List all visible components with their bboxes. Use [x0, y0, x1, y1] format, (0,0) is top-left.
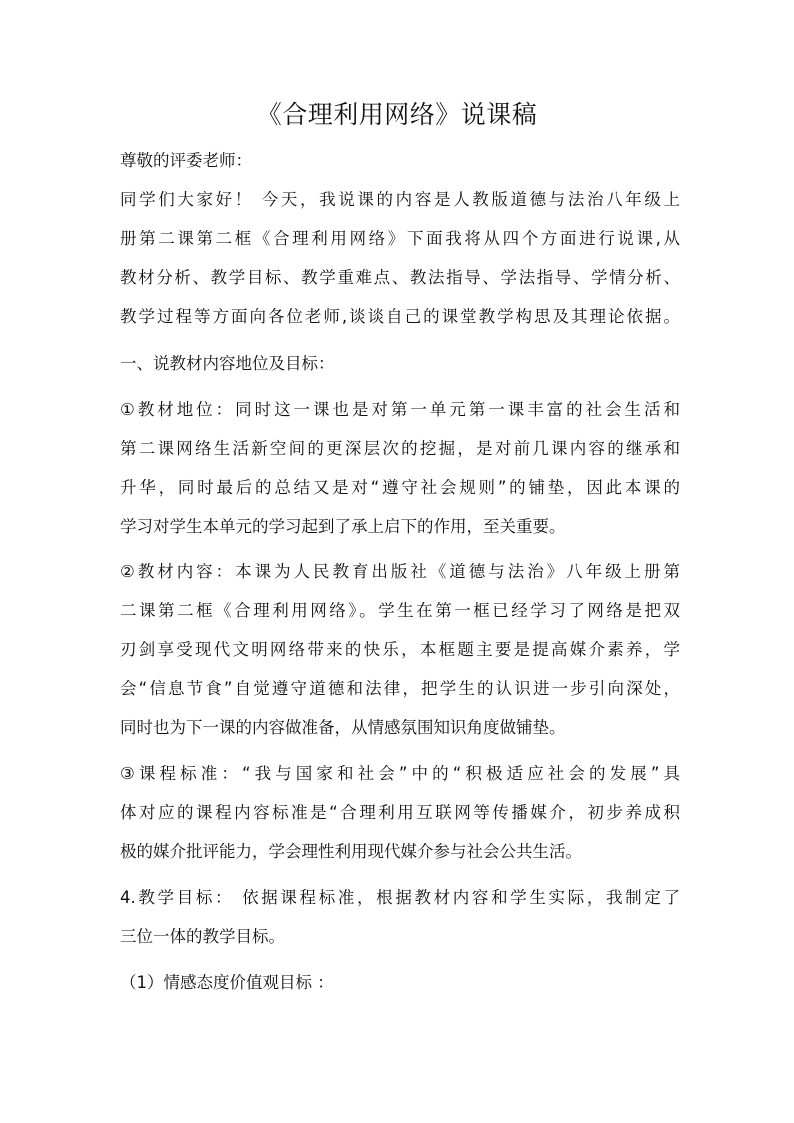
body-line: 同时也为下一课的内容做准备，从情感氛围知识角度做铺垫。 — [120, 718, 566, 737]
body-line: 册第二课第二框《合理利用网络》下面我将从四个方面进行说课,从 — [120, 229, 680, 248]
document-title: 《合理利用网络》说课稿 — [256, 100, 538, 129]
salutation-line: 尊敬的评委老师： — [120, 151, 252, 170]
body-line: 三位一体的教学目标。 — [120, 927, 285, 946]
subsection-heading: （1）情感态度价值观目标 ： — [120, 973, 334, 992]
body-line: 体对应的课程内容标准是“合理利用互联网等传播媒介，初步养成积 — [120, 803, 680, 822]
body-line: ③课程标准：“我与国家和社会”中的“积极适应社会的发展”具 — [120, 764, 680, 783]
body-line: 二课第二框《合理利用网络》。学生在第一框已经学习了网络是把双 — [120, 601, 680, 620]
body-line: 同学们大家好！ 今天，我说课的内容是人教版道德与法治八年级上 — [120, 190, 680, 209]
body-line: 学习对学生本单元的学习起到了承上启下的作用，至关重要。 — [120, 517, 566, 536]
body-line: 极的媒介批评能力，学会理性利用现代媒介参与社会公共生活。 — [120, 842, 582, 861]
body-line: 会“信息节食”自觉遵守道德和法律，把学生的认识进一步引向深处， — [120, 679, 680, 698]
body-line: 教学过程等方面向各位老师,谈谈自己的课堂教学构思及其理论依据。 — [120, 307, 680, 326]
body-line: 刃剑享受现代文明网络带来的快乐，本框题主要是提高媒介素养，学 — [120, 640, 680, 659]
body-line: 第二课网络生活新空间的更深层次的挖掘，是对前几课内容的继承和 — [120, 439, 680, 458]
body-line: 升华，同时最后的总结又是对“遵守社会规则”的铺垫，因此本课的 — [120, 478, 680, 497]
body-line: 教材分析、教学目标、教学重难点、教法指导、学法指导、学情分析、 — [120, 268, 680, 287]
body-line: ①教材地位：同时这一课也是对第一单元第一课丰富的社会生活和 — [120, 400, 680, 419]
body-line: 4.教学目标： 依据课程标准，根据教材内容和学生实际，我制定了 — [120, 888, 680, 907]
body-line: ②教材内容：本课为人民教育出版社《道德与法治》八年级上册第 — [120, 562, 680, 581]
section-heading: 一、说教材内容地位及目标： — [120, 354, 335, 373]
